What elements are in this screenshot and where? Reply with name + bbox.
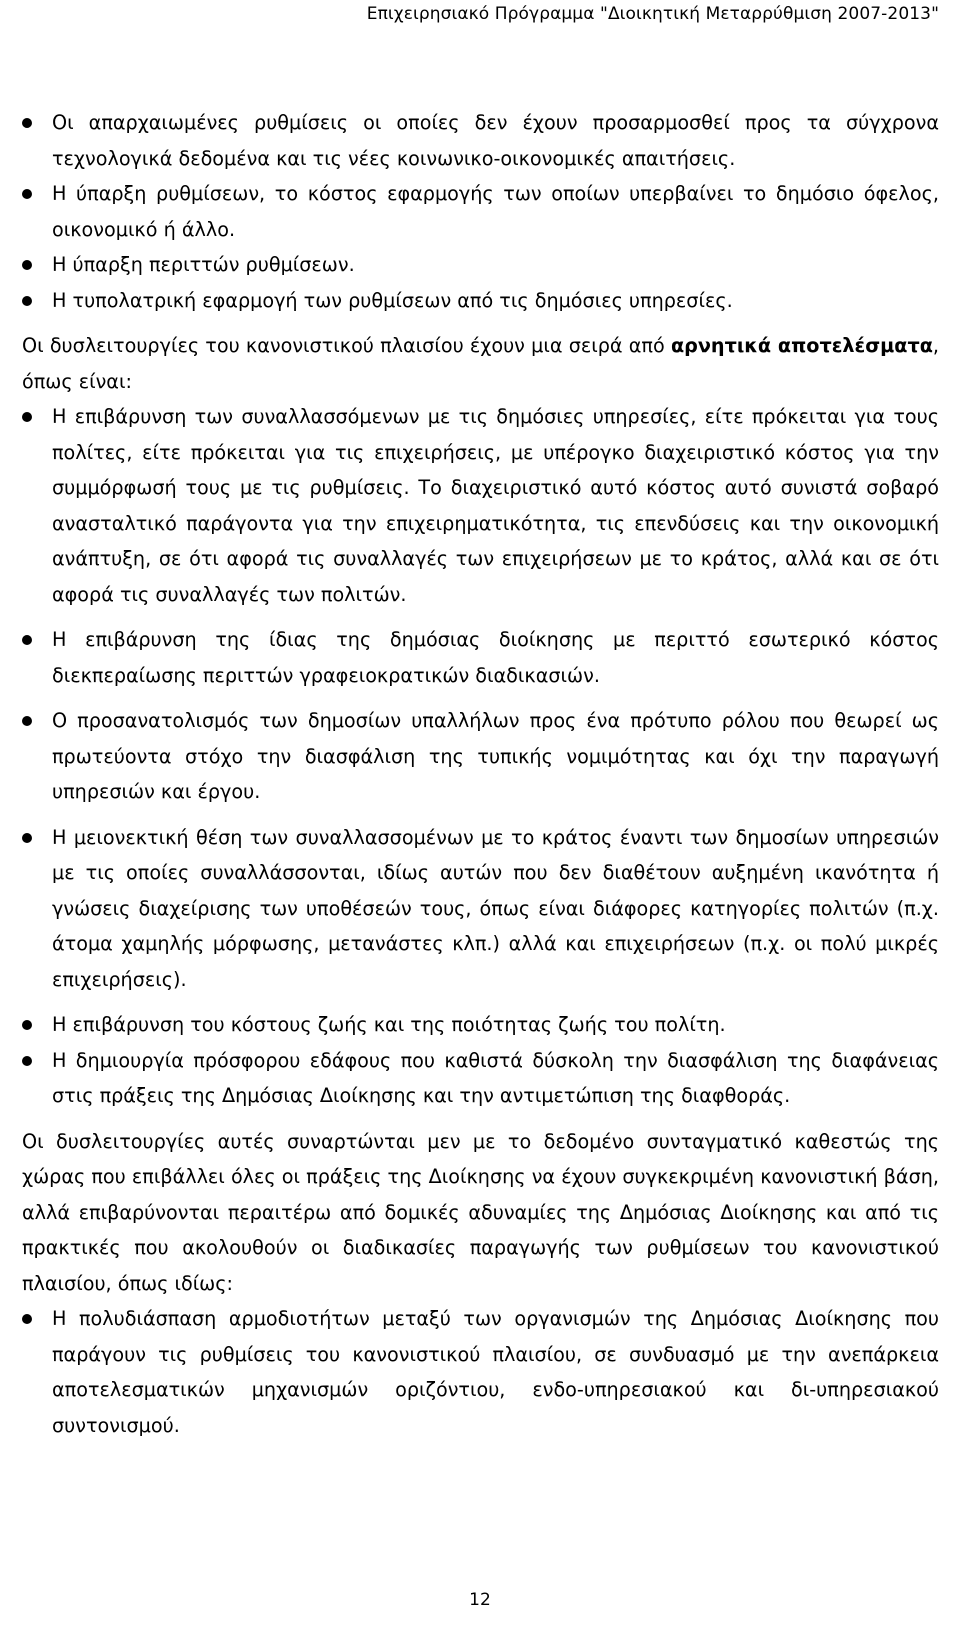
list-item: Η μειονεκτική θέση των συναλλασσομένων με το κράτος έναντι των δημοσίων υπηρεσιών με τις οποίες συναλλάσσονται, ιδίως αυτών που δεν διαθέτουν αυξημένη ικανότητα ή γνώσεις διαχείρισης των υποθέσεών τους, όπως είναι διάφορες κατηγορίες πολιτών (π.χ. άτομα χαμηλής μόρφωσης, μετανάστες κλπ.) αλλά και επιχειρήσεων (π.χ. οι πολύ μικρές επιχειρήσεις). — [22, 820, 939, 998]
bullet-icon — [22, 635, 32, 645]
bullet-icon — [22, 118, 32, 128]
list-item: Οι απαρχαιωμένες ρυθμίσεις οι οποίες δεν έχουν προσαρμοσθεί προς τα σύγχρονα τεχνολογικά δεδομένα και τις νέες κοινωνικο-οικονομικές απαιτήσεις. — [22, 105, 939, 176]
bold-phrase: αρνητικά αποτελέσματα — [670, 334, 933, 357]
list-item: Η ύπαρξη ρυθμίσεων, το κόστος εφαρμογής των οποίων υπερβαίνει το δημόσιο όφελος, οικονομικό ή άλλο. — [22, 176, 939, 247]
document-body — [22, 105, 939, 1443]
structural-weaknesses-paragraph: Οι δυσλειτουργίες αυτές συναρτώνται μεν με το δεδομένο συνταγματικό καθεστώς της χώρας που επιβάλλει όλες οι πράξεις της Διοίκησης να έχουν συγκεκριμένη κανονιστική βάση, αλλά επιβαρύνονται περαιτέρω από δομικές αδυναμίες της Δημόσιας Διοίκησης και από τις πρακτικές που ακολουθούν οι διαδικασίες παραγωγής των ρυθμίσεων του κανονιστικού πλαισίου, όπως ιδίως: — [22, 1129, 939, 1295]
list-item: Η επιβάρυνση των συναλλασσόμενων με τις δημόσιες υπηρεσίες, είτε πρόκειται για τους πολίτες, είτε πρόκειται για τις επιχειρήσεις, με υπέρογκο διαχειριστικό κόστος για την συμμόρφωσή τους με τις ρυθμίσεις. Το διαχειριστικό αυτό κόστος αυτό συνιστά σοβαρό ανασταλτικό παράγοντα για την επιχειρηματικότητα, τις επενδύσεις και την οικονομική ανάπτυξη, σε ότι αφορά τις συναλλαγές των επιχειρήσεων με το κράτος, αλλά και σε ότι αφορά τις συναλλαγές των πολιτών. — [22, 399, 939, 612]
bullet-icon — [22, 716, 32, 726]
deficiencies-list — [22, 105, 939, 318]
bullet-icon — [22, 189, 32, 199]
negative-results-list — [22, 399, 939, 1114]
bullet-icon — [22, 296, 32, 306]
list-item: Η επιβάρυνση του κόστους ζωής και της ποιότητας ζωής του πολίτη. — [22, 1007, 939, 1043]
list-item: Η τυπολατρική εφαρμογή των ρυθμίσεων από τις δημόσιες υπηρεσίες. — [22, 283, 939, 319]
practices-list — [22, 1301, 939, 1443]
bullet-icon — [22, 1314, 32, 1324]
bullet-icon — [22, 1056, 32, 1066]
running-header: Επιχειρησιακό Πρόγραμμα "Διοικητική Μεταρρύθμιση 2007-2013" — [366, 4, 939, 24]
bullet-icon — [22, 1020, 32, 1030]
page-number: 12 — [469, 1590, 491, 1610]
list-item: Ο προσανατολισμός των δημοσίων υπαλλήλων προς ένα πρότυπο ρόλου που θεωρεί ως πρωτεύοντα στόχο την διασφάλιση της τυπικής νομιμότητας και όχι την παραγωγή υπηρεσιών και έργου. — [22, 703, 939, 810]
bullet-icon — [22, 260, 32, 270]
list-item: Η ύπαρξη περιττών ρυθμίσεων. — [22, 247, 939, 283]
list-item: Η δημιουργία πρόσφορου εδάφους που καθιστά δύσκολη την διασφάλιση της διαφάνειας στις πράξεις της Δημόσιας Διοίκησης και την αντιμετώπιση της διαφθοράς. — [22, 1043, 939, 1114]
list-item: Η πολυδιάσπαση αρμοδιοτήτων μεταξύ των οργανισμών της Δημόσιας Διοίκησης που παράγουν τις ρυθμίσεις του κανονιστικού πλαισίου, σε συνδυασμό με την ανεπάρκεια αποτελεσματικών μηχανισμών οριζόντιου, ενδο-υπηρεσιακού και δι-υπηρεσιακού συντονισμού. — [22, 1301, 939, 1443]
negative-results-intro: Οι δυσλειτουργίες του κανονιστικού πλαισίου έχουν μια σειρά από αρνητικά αποτελέσματα, όπως είναι: — [22, 334, 939, 393]
bullet-icon — [22, 833, 32, 843]
bullet-icon — [22, 412, 32, 422]
list-item: Η επιβάρυνση της ίδιας της δημόσιας διοίκησης με περιττό εσωτερικό κόστος διεκπεραίωσης περιττών γραφειοκρατικών διαδικασιών. — [22, 622, 939, 693]
